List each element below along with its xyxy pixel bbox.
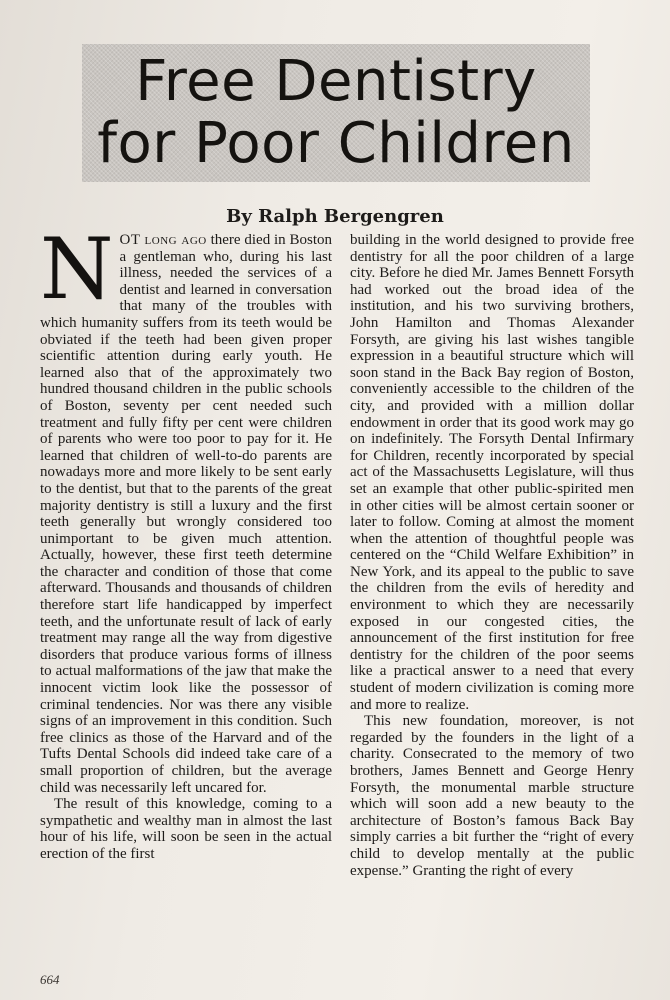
article-paragraph: This new foundation, moreover, is not regarded by the founders in the light of a charity. Consecrated to the memory of two brothers, James Bennett and George Henry Forsyth, the monumental marble structure which will soon add a new beauty to the architecture of Boston’s famous Back Bay simply carries a bit further the “right of every child to develop mentally at the public expense.” Granting the right of every (350, 713, 634, 879)
title-line-2: for Poor Children (97, 111, 575, 176)
title-banner (82, 44, 590, 182)
lead-in-caps: OT long ago (119, 232, 207, 248)
title-line-1: Free Dentistry (135, 49, 537, 114)
paragraph-text: there died in Boston a gentleman who, during his last illness, needed the services of a dentist and learned in conversation that many of the troubles with which humanity suffers from its teeth would be obviated if the teeth had been given proper scientific attention during early youth. He learned also that of the approximately two hundred thousand children in the public schools of Boston, seventy per cent needed such treatment and fully fifty per cent were children of parents who were too poor to pay for it. He learned that children of well-to-do parents are nowadays more and more likely to be sent early to the dentist, but that to the parents of the great majority dentistry is still a luxury and the first teeth generally but wrongly considered too unimportant to be given much attention. Actually, however, these first teeth determine the character and condition of those that come afterward. Thousands and thousands of children therefore start life handicapped by imperfect teeth, and the unfortunate result of lack of early treatment may range all the way from digestive disorders that produce various forms of illness to actual malformations of the jaw that make the innocent victim look like the possessor of criminal tendencies. Nor was there any visible signs of an improvement in this condition. Such free clinics as those of the Harvard and of the Tufts Dental Schools did indeed take care of a small proportion of children, but the average child was necessarily left uncared for. (40, 232, 333, 796)
byline: By Ralph Bergengren (226, 206, 444, 227)
article-paragraph (40, 220, 333, 796)
article-column-right (350, 232, 634, 879)
page-number: 664 (40, 972, 60, 987)
article-paragraph: The result of this knowledge, coming to a sympathetic and wealthy man in almost the last hour of his life, will soon be seen in the actual erection of the first (40, 796, 332, 862)
drop-cap: N (40, 220, 114, 318)
article-paragraph: building in the world designed to provide free dentistry for all the poor children of a large city. Before he died Mr. James Bennett Forsyth had worked out the broad idea of the institution, and his two surviving brothers, John Hamilton and Thomas Alexander Forsyth, are giving his last wishes tangible expression in a beautiful structure which will soon stand in the Back Bay region of Boston, conveniently accessible to the children of the city, and provided with a million dollar endowment in order that its good work may go on indefinitely. The Forsyth Dental Infirmary for Children, recently incorporated by special act of the Massachusetts Legislature, will thus set an example that other public-spirited men in other cities will be almost certain sooner or later to follow. Coming at almost the moment when the attention of thoughtful people was centered on the “Child Welfare Exhibition” in New York, and its appeal to the public to save the children from the evils of heredity and environment to which they are necessarily exposed in our congested cities, the announcement of the first institution for free dentistry for the children of the poor seems like a practical answer to a need that every student of modern civilization is coming more and more to realize. (350, 232, 634, 713)
article-column-left (40, 220, 333, 863)
